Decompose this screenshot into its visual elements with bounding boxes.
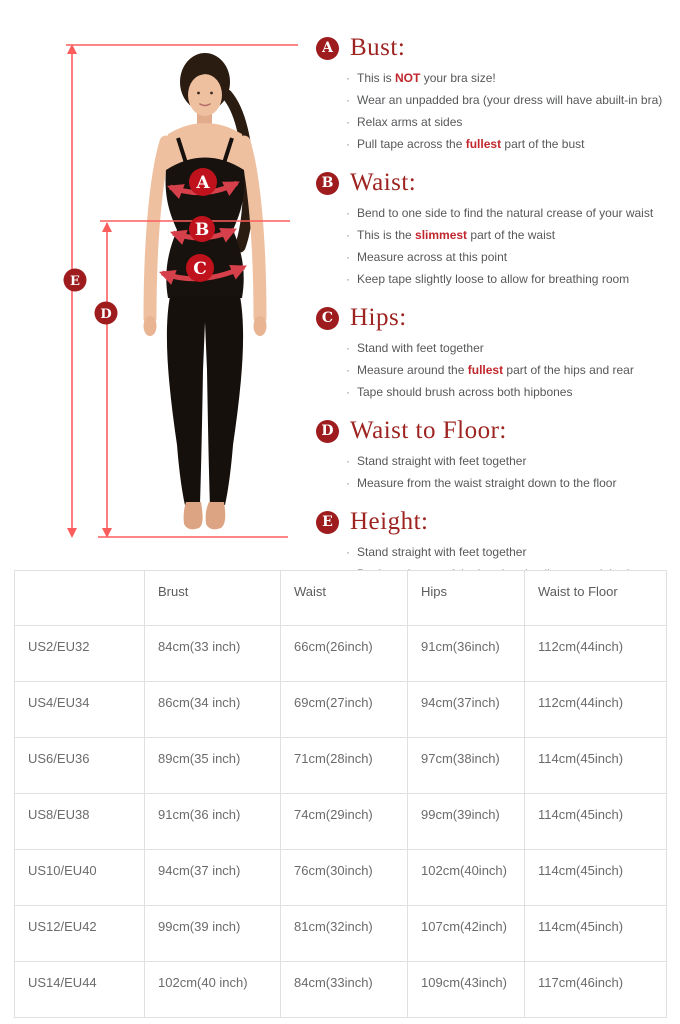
size-cell: 91cm(36inch) [408,626,525,682]
bullet-dot: · [346,71,350,85]
bullet-dot: · [346,250,350,264]
bullet-dot: · [346,476,350,490]
size-cell: 66cm(26inch) [281,626,408,682]
bullet-text [357,226,555,245]
bullet-item [346,452,668,471]
bullet-list [316,452,668,493]
bullet-text [357,248,507,267]
plain-text: Pull tape across the [357,137,466,151]
marker-badge: C [316,307,339,330]
section-title: Waist: [350,169,417,196]
bullet-item [346,474,668,493]
plain-text: Measure across at this point [357,250,508,264]
plain-text: Stand with feet together [357,341,484,355]
size-cell: 107cm(42inch) [408,906,525,962]
bullet-text [357,474,616,493]
bullet-item [346,113,668,132]
bullet-list [316,204,668,289]
size-cell: 69cm(27inch) [281,682,408,738]
hips-marker-label: C [193,259,207,279]
size-cell: 112cm(44inch) [525,682,667,738]
section-title: Waist to Floor: [350,417,507,444]
bullet-dot: · [346,363,350,377]
plain-text: part of the bust [501,137,585,151]
bullet-dot: · [346,115,350,129]
table-row [15,962,667,1018]
column-header: Brust [145,571,281,626]
section-title: Bust: [350,34,406,61]
marker-badge: D [316,420,339,443]
bullet-text [357,91,662,110]
bullet-item [346,248,668,267]
bust-marker-label: A [196,173,210,193]
size-row-label: US8/EU38 [15,794,145,850]
size-cell: 109cm(43inch) [408,962,525,1018]
plain-text: This is [357,71,396,85]
bullet-text [357,270,629,289]
plain-text: Measure around the [357,363,468,377]
size-cell: 112cm(44inch) [525,626,667,682]
waist-to-floor-marker-label: D [100,307,112,322]
bullet-dot: · [346,545,350,559]
bullet-dot: · [346,93,350,107]
bullet-dot: · [346,206,350,220]
size-row-label: US10/EU40 [15,850,145,906]
section-title: Hips: [350,304,407,331]
column-header: Waist [281,571,408,626]
size-cell: 99cm(39 inch) [145,906,281,962]
bullet-dot: · [346,228,350,242]
size-cell: 102cm(40 inch) [145,962,281,1018]
bullet-text [357,452,526,471]
bullet-item [346,135,668,154]
bullet-text [357,113,462,132]
size-cell: 94cm(37inch) [408,682,525,738]
plain-text: Tape should brush across both hipbones [357,385,573,399]
bullet-text [357,543,526,562]
bullet-item [346,361,668,380]
plain-text: Wear an unpadded bra (your dress will have abuilt-in bra) [357,93,663,107]
column-header [15,571,145,626]
bullet-item [346,543,668,562]
bullet-item [346,204,668,223]
size-row-label: US4/EU34 [15,682,145,738]
measurement-figure-svg [0,0,320,560]
size-row-label: US2/EU32 [15,626,145,682]
size-cell: 114cm(45inch) [525,850,667,906]
height-marker-label: E [70,274,80,289]
instruction-section-c [316,304,668,402]
plain-text: your bra size! [420,71,496,85]
size-cell: 94cm(37 inch) [145,850,281,906]
table-header-row [15,571,667,626]
section-title: Height: [350,508,429,535]
left-arm [150,142,166,318]
size-cell: 76cm(30inch) [281,850,408,906]
size-cell: 84cm(33inch) [281,962,408,1018]
plain-text: Measure from the waist straight down to the floor [357,476,617,490]
size-cell: 91cm(36 inch) [145,794,281,850]
highlighted-text: NOT [395,71,421,85]
bullet-text [357,204,653,223]
bullet-text [357,383,572,402]
bullet-item [346,91,668,110]
bullet-list [316,69,668,154]
model-illustration [144,53,267,529]
plain-text: Bend to one side to find the natural crease of your waist [357,206,654,220]
section-heading [316,169,668,197]
table-row [15,906,667,962]
bullet-list [316,339,668,402]
marker-badge: E [316,511,339,534]
table-row [15,682,667,738]
plain-text: part of the hips and rear [503,363,634,377]
highlighted-text: fullest [465,137,502,151]
instruction-section-d [316,417,668,493]
bullet-dot: · [346,341,350,355]
size-row-label: US12/EU42 [15,906,145,962]
size-cell: 114cm(45inch) [525,738,667,794]
bullet-dot: · [346,454,350,468]
size-row-label: US14/EU44 [15,962,145,1018]
bullet-dot: · [346,137,350,151]
size-cell: 114cm(45inch) [525,906,667,962]
plain-text: Keep tape slightly loose to allow for breathing room [357,272,630,286]
plain-text: Relax arms at sides [357,115,463,129]
size-cell: 71cm(28inch) [281,738,408,794]
instruction-section-b [316,169,668,289]
bullet-item [346,69,668,88]
column-header: Waist to Floor [525,571,667,626]
plain-text: This is the [357,228,416,242]
size-row-label: US6/EU36 [15,738,145,794]
size-cell: 114cm(45inch) [525,794,667,850]
bullet-item [346,383,668,402]
waist-marker-label: B [194,220,210,240]
measurement-figure [0,0,320,560]
plain-text: Stand straight with feet together [357,545,527,559]
section-heading [316,34,668,62]
size-cell: 89cm(35 inch) [145,738,281,794]
table-row [15,794,667,850]
section-heading [316,508,668,536]
plain-text: part of the waist [467,228,556,242]
size-cell: 81cm(32inch) [281,906,408,962]
column-header: Hips [408,571,525,626]
section-heading [316,304,668,332]
table-row [15,738,667,794]
plain-text: Stand straight with feet together [357,454,527,468]
size-cell: 74cm(29inch) [281,794,408,850]
instruction-section-a [316,34,668,154]
bullet-dot: · [346,272,350,286]
highlighted-text: slimmest [415,228,468,242]
marker-badge: A [316,37,339,60]
bullet-text [357,135,584,154]
bullet-item [346,339,668,358]
bullet-item [346,226,668,245]
bullet-text [357,69,496,88]
bullet-item [346,270,668,289]
instructions-panel [316,34,668,618]
bullet-dot: · [346,385,350,399]
size-cell: 117cm(46inch) [525,962,667,1018]
size-cell: 84cm(33 inch) [145,626,281,682]
size-cell: 99cm(39inch) [408,794,525,850]
size-cell: 97cm(38inch) [408,738,525,794]
table-row [15,626,667,682]
highlighted-text: fullest [467,363,504,377]
size-cell: 86cm(34 inch) [145,682,281,738]
bullet-text [357,339,484,358]
table-row [15,850,667,906]
size-table [14,570,667,1018]
bullet-text [357,361,634,380]
size-cell: 102cm(40inch) [408,850,525,906]
marker-badge: B [316,172,339,195]
leggings [167,296,243,505]
section-heading [316,417,668,445]
